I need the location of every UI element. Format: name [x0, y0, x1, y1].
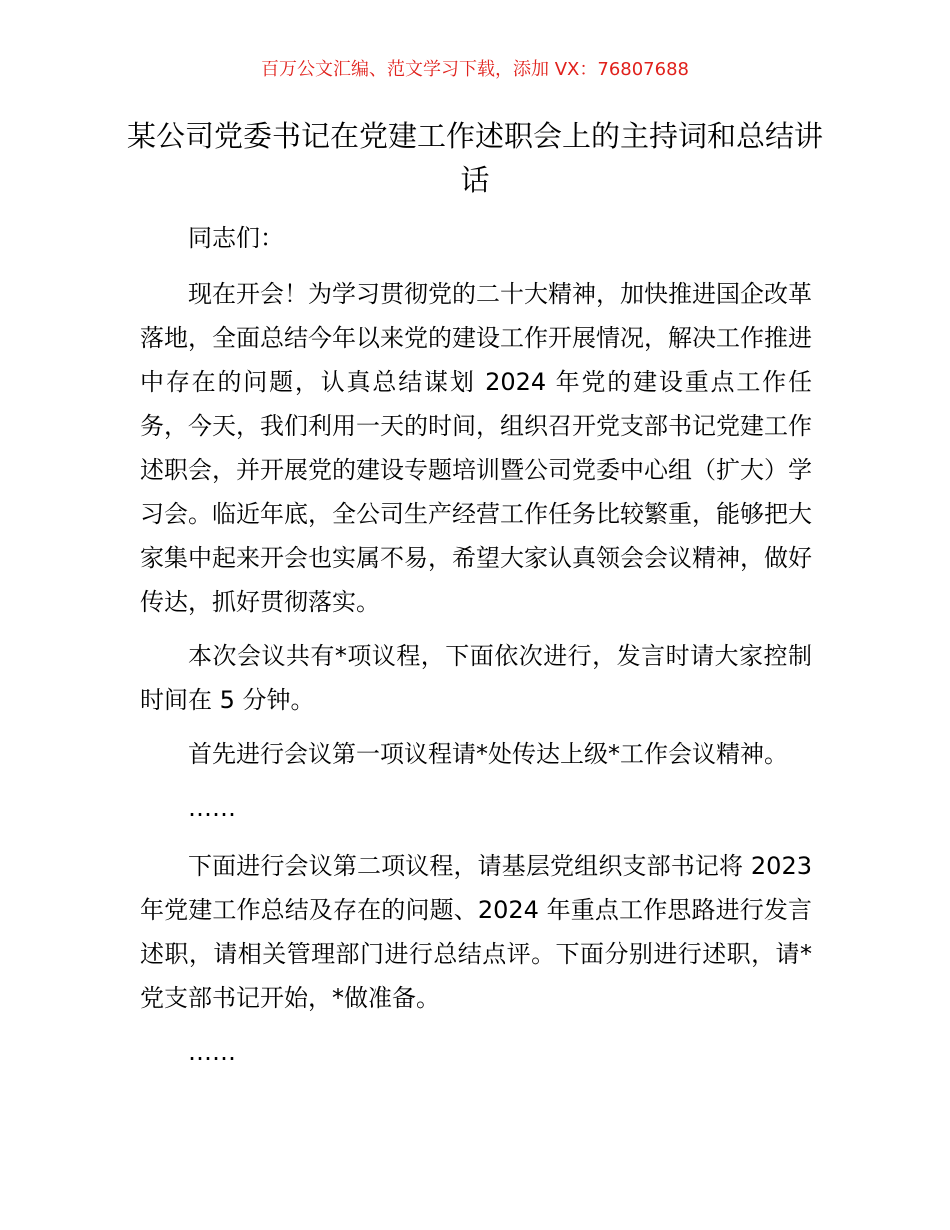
- document-body: [140, 216, 812, 1088]
- paragraph-agenda-overview: 本次会议共有*项议程，下面依次进行，发言时请大家控制时间在 5 分钟。: [140, 642, 812, 714]
- paragraph-agenda-item-1: 首先进行会议第一项议程请*处传达上级*工作会议精神。: [188, 740, 788, 768]
- paragraph-agenda-item-2: 下面进行会议第二项议程，请基层党组织支部书记将 2023 年党建工作总结及存在的问题、2024 年重点工作思路进行发言述职，请相关管理部门进行总结点评。下面分别进行述职，请*党支部书记开始，*做准备。: [140, 852, 812, 1012]
- paragraph-opening: 现在开会！为学习贯彻党的二十大精神，加快推进国企改革落地，全面总结今年以来党的建设工作开展情况，解决工作推进中存在的问题，认真总结谋划 2024 年党的建设重点工作任务，今天，我们利用一天的时间，组织召开党支部书记党建工作述职会，并开展党的建设专题培训暨公司党委中心组（扩大）学习会。临近年底，全公司生产经营工作任务比较繁重，能够把大家集中起来开会也实属不易，希望大家认真领会会议精神，做好传达，抓好贯彻落实。: [140, 280, 812, 616]
- salutation: 同志们：: [188, 224, 284, 252]
- document-title: 某公司党委书记在党建工作述职会上的主持词和总结讲话: [126, 119, 823, 197]
- ellipsis-1: ……: [188, 794, 236, 822]
- ellipsis-2: ……: [188, 1038, 236, 1066]
- watermark-banner: 百万公文汇编、范文学习下载，添加 VX：76807688: [261, 59, 689, 80]
